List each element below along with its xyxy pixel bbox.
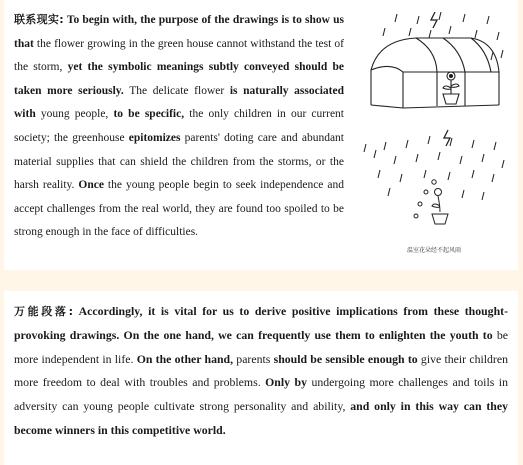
lightning-bolt (444, 130, 450, 146)
rain-streaks (364, 136, 504, 200)
text-segment: The delicate flower (123, 84, 230, 97)
greenhouse-frame (371, 38, 499, 108)
top-card (4, 0, 518, 270)
text-segment: and only in this way can they become winners in this competitive world. (14, 399, 508, 437)
text-segment: is naturally associated with (14, 84, 344, 121)
paragraph-body (14, 14, 344, 238)
lightning-bolt (431, 12, 437, 28)
text-segment: parents' doting care and abundant material supplies that can shield the children from the storms, or the harsh reality. (14, 131, 344, 192)
text-segment: undergoing more challenges and toils in adversity can young people cultivate strong personality and ability, (14, 375, 508, 414)
text-segment: young people, (35, 108, 114, 121)
paragraph-heading: 万能段落: (14, 305, 73, 318)
text-segment: parents (233, 351, 274, 366)
text-segment: should be sensible enough to (273, 351, 418, 366)
text-segment: Accordingly, it is vital for us to derive positive implications from these thought-provoking drawings. On the one hand, we can frequently use them to enlighten the youth to (14, 304, 508, 342)
text-segment: the young people begin to seek independence and accept challenges from the real world, they are found too spoiled to be strong enough in the face of difficulties. (14, 179, 344, 239)
storm-flower-illustration (356, 126, 512, 244)
text-segment: On the other hand, (136, 351, 234, 366)
text-segment: yet the symbolic meanings subtly conveyed should be taken more seriously. (14, 61, 344, 97)
potted-flower (443, 72, 459, 104)
wilted-flower (432, 189, 448, 225)
figure-caption: 温室花朵经不起风雨 (406, 247, 461, 254)
text-segment: To begin with, the purpose of the drawings is to show us that (14, 14, 344, 50)
text-segment: epitomizes (128, 131, 181, 144)
paragraph-connect-reality (14, 8, 344, 245)
text-segment: to be specific, (113, 108, 185, 121)
paragraph-body (14, 304, 508, 437)
text-segment: be more independent in life. (14, 327, 508, 366)
text-segment: give their children more freedom to deal with troubles and problems. (14, 351, 508, 390)
text-segment: the flower growing in the green house cannot withstand the test of the storm, (14, 37, 344, 74)
text-segment: the only children in our current society; the greenhouse (14, 108, 344, 144)
text-segment: Once (78, 179, 104, 192)
rain-streaks (383, 12, 503, 60)
scattered-petals (414, 180, 436, 218)
paragraph-heading: 联系现实: (14, 13, 64, 26)
bottom-card (4, 291, 518, 465)
paragraph-universal (14, 300, 508, 443)
greenhouse-flower-illustration (361, 10, 511, 115)
text-segment: Only by (265, 375, 307, 390)
